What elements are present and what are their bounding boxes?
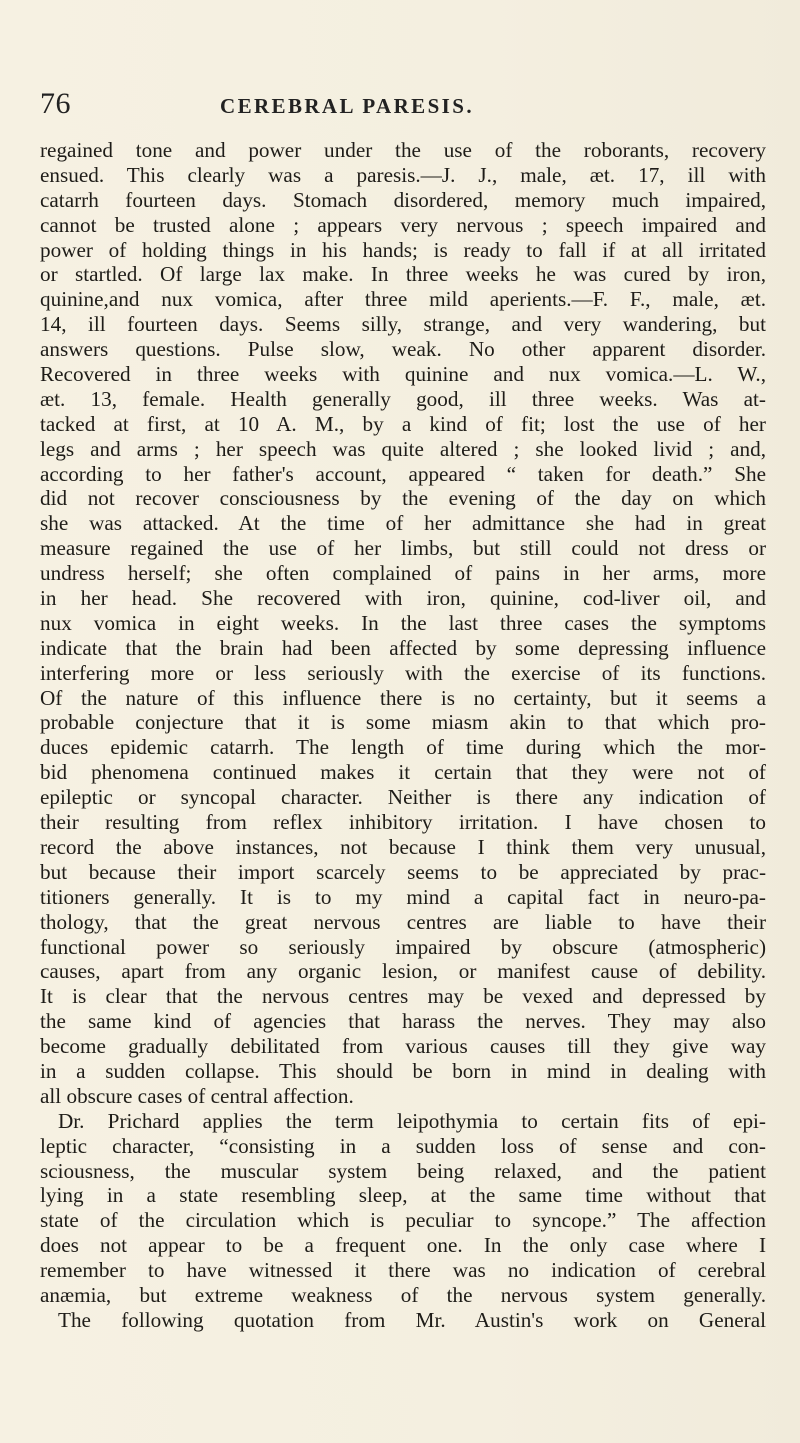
text-line: 14, ill fourteen days. Seems silly, strange, and very wandering, but	[40, 312, 766, 337]
text-line: Dr. Prichard applies the term leipothymia to certain fits of epi-	[58, 1108, 766, 1133]
text-line: measure regained the use of her limbs, but still could not dress or	[40, 536, 766, 561]
text-line: or startled. Of large lax make. In three weeks he was cured by iron,	[40, 262, 766, 287]
text-line: did not recover consciousness by the evening of the day on which	[40, 486, 766, 511]
text-line: leptic character, “consisting in a sudden loss of sense and con-	[40, 1133, 766, 1158]
text-line: tacked at first, at 10 A. M., by a kind of fit; lost the use of her	[40, 411, 766, 436]
text-line: cannot be trusted alone ; appears very nervous ; speech impaired and	[40, 212, 766, 237]
text-line: sciousness, the muscular system being relaxed, and the patient	[40, 1158, 766, 1183]
text-line: indicate that the brain had been affected by some depressing influence	[40, 635, 766, 660]
text-line: interfering more or less seriously with the exercise of its functions.	[40, 660, 766, 685]
text-line: functional power so seriously impaired by obscure (atmospheric)	[40, 934, 766, 959]
text-line: record the above instances, not because I think them very unusual,	[40, 834, 766, 859]
text-line: ensued. This clearly was a paresis.—J. J., male, æt. 17, ill with	[40, 162, 766, 187]
text-line: Of the nature of this influence there is no certainty, but it seems a	[40, 685, 766, 710]
text-line: duces epidemic catarrh. The length of time during which the mor-	[40, 735, 766, 760]
text-line: catarrh fourteen days. Stomach disordered, memory much impaired,	[40, 187, 766, 212]
text-line: causes, apart from any organic lesion, or manifest cause of debility.	[40, 959, 766, 984]
text-line: but because their import scarcely seems to be appreciated by prac-	[40, 859, 766, 884]
text-line: the same kind of agencies that harass the nerves. They may also	[40, 1009, 766, 1034]
text-line: anæmia, but extreme weakness of the nervous system generally.	[40, 1282, 766, 1307]
running-head	[40, 86, 760, 122]
text-line: remember to have witnessed it there was no indication of cerebral	[40, 1258, 766, 1283]
text-line: lying in a state resembling sleep, at the same time without that	[40, 1183, 766, 1208]
body-text	[40, 138, 766, 1333]
text-line: legs and arms ; her speech was quite altered ; she looked livid ; and,	[40, 436, 766, 461]
text-line: titioners generally. It is to my mind a capital fact in neuro-pa-	[40, 884, 766, 909]
text-line: thology, that the great nervous centres are liable to have their	[40, 909, 766, 934]
text-line: in her head. She recovered with iron, quinine, cod-liver oil, and	[40, 586, 766, 611]
text-line: bid phenomena continued makes it certain that they were not of	[40, 760, 766, 785]
text-line: nux vomica in eight weeks. In the last three cases the symptoms	[40, 610, 766, 635]
text-line: in a sudden collapse. This should be born in mind in dealing with	[40, 1058, 766, 1083]
text-line: It is clear that the nervous centres may be vexed and depressed by	[40, 984, 766, 1009]
text-line: state of the circulation which is peculiar to syncope.” The affection	[40, 1208, 766, 1233]
text-line: their resulting from reflex inhibitory irritation. I have chosen to	[40, 810, 766, 835]
page-number: 76	[40, 87, 71, 120]
text-line: she was attacked. At the time of her admittance she had in great	[40, 511, 766, 536]
text-line: does not appear to be a frequent one. In the only case where I	[40, 1233, 766, 1258]
text-line: quinine,and nux vomica, after three mild aperients.—F. F., male, æt.	[40, 287, 766, 312]
text-line: undress herself; she often complained of pains in her arms, more	[40, 561, 766, 586]
text-line: according to her father's account, appeared “ taken for death.” She	[40, 461, 766, 486]
text-line: power of holding things in his hands; is ready to fall if at all irritated	[40, 237, 766, 262]
text-line: all obscure cases of central affection.	[40, 1083, 354, 1108]
text-line: epileptic or syncopal character. Neither is there any indication of	[40, 785, 766, 810]
text-line: answers questions. Pulse slow, weak. No other apparent disorder.	[40, 337, 766, 362]
text-line: æt. 13, female. Health generally good, ill three weeks. Was at-	[40, 386, 766, 411]
running-title: CEREBRAL PARESIS.	[220, 94, 474, 118]
text-line: Recovered in three weeks with quinine and nux vomica.—L. W.,	[40, 362, 766, 387]
text-line: The following quotation from Mr. Austin's work on General	[58, 1307, 766, 1332]
text-line: become gradually debilitated from various causes till they give way	[40, 1034, 766, 1059]
text-line: regained tone and power under the use of the roborants, recovery	[40, 138, 766, 162]
text-line: probable conjecture that it is some miasm akin to that which pro-	[40, 710, 766, 735]
